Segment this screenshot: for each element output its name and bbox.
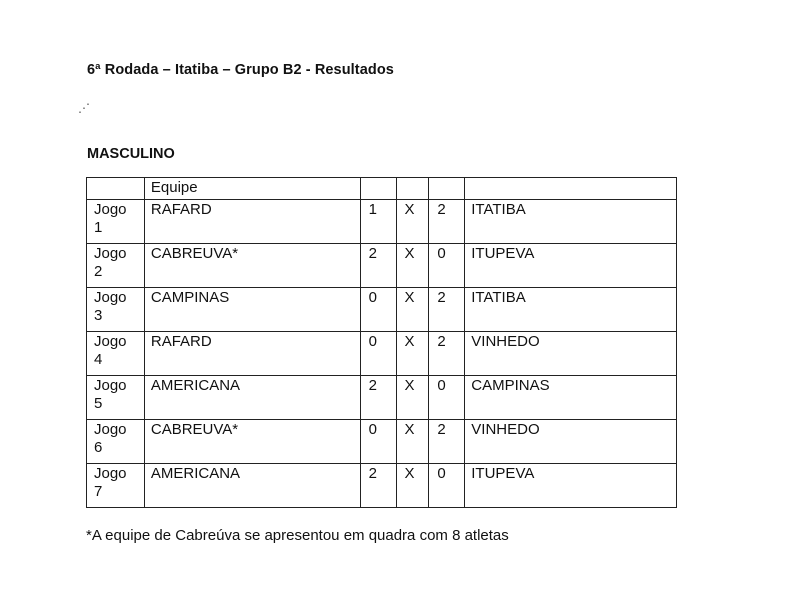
page-title: 6ª Rodada – Itatiba – Grupo B2 - Resultados bbox=[87, 62, 394, 78]
home-score-cell: 0 bbox=[360, 288, 396, 332]
jogo-number: 7 bbox=[94, 483, 103, 500]
home-team-cell: CABREUVA* bbox=[144, 244, 360, 288]
home-team-cell: AMERICANA bbox=[144, 464, 360, 508]
home-score-cell: 0 bbox=[360, 332, 396, 376]
jogo-number: 4 bbox=[94, 351, 103, 368]
table-header-row bbox=[87, 178, 677, 200]
table-row bbox=[87, 244, 677, 288]
home-team-cell: CABREUVA* bbox=[144, 420, 360, 464]
away-score-cell: 0 bbox=[429, 376, 465, 420]
jogo-cell bbox=[87, 420, 145, 464]
versus-cell: X bbox=[396, 420, 429, 464]
header-cell-equipe: Equipe bbox=[144, 178, 360, 200]
table-row bbox=[87, 200, 677, 244]
jogo-cell bbox=[87, 332, 145, 376]
home-score-cell: 2 bbox=[360, 464, 396, 508]
versus-cell: X bbox=[396, 200, 429, 244]
header-cell-home-score bbox=[360, 178, 396, 200]
away-team-cell: ITATIBA bbox=[465, 200, 677, 244]
home-team-cell: RAFARD bbox=[144, 332, 360, 376]
jogo-label: Jogo bbox=[94, 201, 127, 218]
footnote: *A equipe de Cabreúva se apresentou em quadra com 8 atletas bbox=[86, 527, 509, 544]
away-team-cell: ITUPEVA bbox=[465, 244, 677, 288]
results-table bbox=[86, 177, 677, 508]
away-team-cell: ITATIBA bbox=[465, 288, 677, 332]
header-cell-jogo bbox=[87, 178, 145, 200]
jogo-label: Jogo bbox=[94, 421, 127, 438]
jogo-number: 2 bbox=[94, 263, 103, 280]
jogo-cell bbox=[87, 288, 145, 332]
jogo-cell bbox=[87, 244, 145, 288]
home-score-cell: 0 bbox=[360, 420, 396, 464]
table-row bbox=[87, 332, 677, 376]
jogo-label: Jogo bbox=[94, 245, 127, 262]
away-team-cell: CAMPINAS bbox=[465, 376, 677, 420]
versus-cell: X bbox=[396, 244, 429, 288]
table-row bbox=[87, 376, 677, 420]
away-team-cell: VINHEDO bbox=[465, 332, 677, 376]
home-score-cell: 2 bbox=[360, 376, 396, 420]
jogo-cell bbox=[87, 200, 145, 244]
home-team-cell: CAMPINAS bbox=[144, 288, 360, 332]
versus-cell: X bbox=[396, 288, 429, 332]
away-score-cell: 0 bbox=[429, 244, 465, 288]
away-score-cell: 2 bbox=[429, 200, 465, 244]
versus-cell: X bbox=[396, 464, 429, 508]
section-heading: MASCULINO bbox=[87, 146, 175, 162]
jogo-number: 1 bbox=[94, 219, 103, 236]
jogo-number: 3 bbox=[94, 307, 103, 324]
jogo-label: Jogo bbox=[94, 289, 127, 306]
jogo-number: 5 bbox=[94, 395, 103, 412]
home-team-cell: AMERICANA bbox=[144, 376, 360, 420]
jogo-label: Jogo bbox=[94, 377, 127, 394]
home-team-cell: RAFARD bbox=[144, 200, 360, 244]
jogo-label: Jogo bbox=[94, 333, 127, 350]
header-cell-away-team bbox=[465, 178, 677, 200]
jogo-cell bbox=[87, 464, 145, 508]
table-row bbox=[87, 288, 677, 332]
home-score-cell: 2 bbox=[360, 244, 396, 288]
home-score-cell: 1 bbox=[360, 200, 396, 244]
versus-cell: X bbox=[396, 376, 429, 420]
table-row bbox=[87, 420, 677, 464]
header-cell-x bbox=[396, 178, 429, 200]
versus-cell: X bbox=[396, 332, 429, 376]
jogo-cell bbox=[87, 376, 145, 420]
away-score-cell: 2 bbox=[429, 288, 465, 332]
jogo-number: 6 bbox=[94, 439, 103, 456]
away-score-cell: 0 bbox=[429, 464, 465, 508]
away-score-cell: 2 bbox=[429, 420, 465, 464]
jogo-label: Jogo bbox=[94, 465, 127, 482]
away-team-cell: ITUPEVA bbox=[465, 464, 677, 508]
cursor-icon: ⋰ bbox=[78, 101, 90, 115]
header-cell-away-score bbox=[429, 178, 465, 200]
away-score-cell: 2 bbox=[429, 332, 465, 376]
table-row bbox=[87, 464, 677, 508]
away-team-cell: VINHEDO bbox=[465, 420, 677, 464]
